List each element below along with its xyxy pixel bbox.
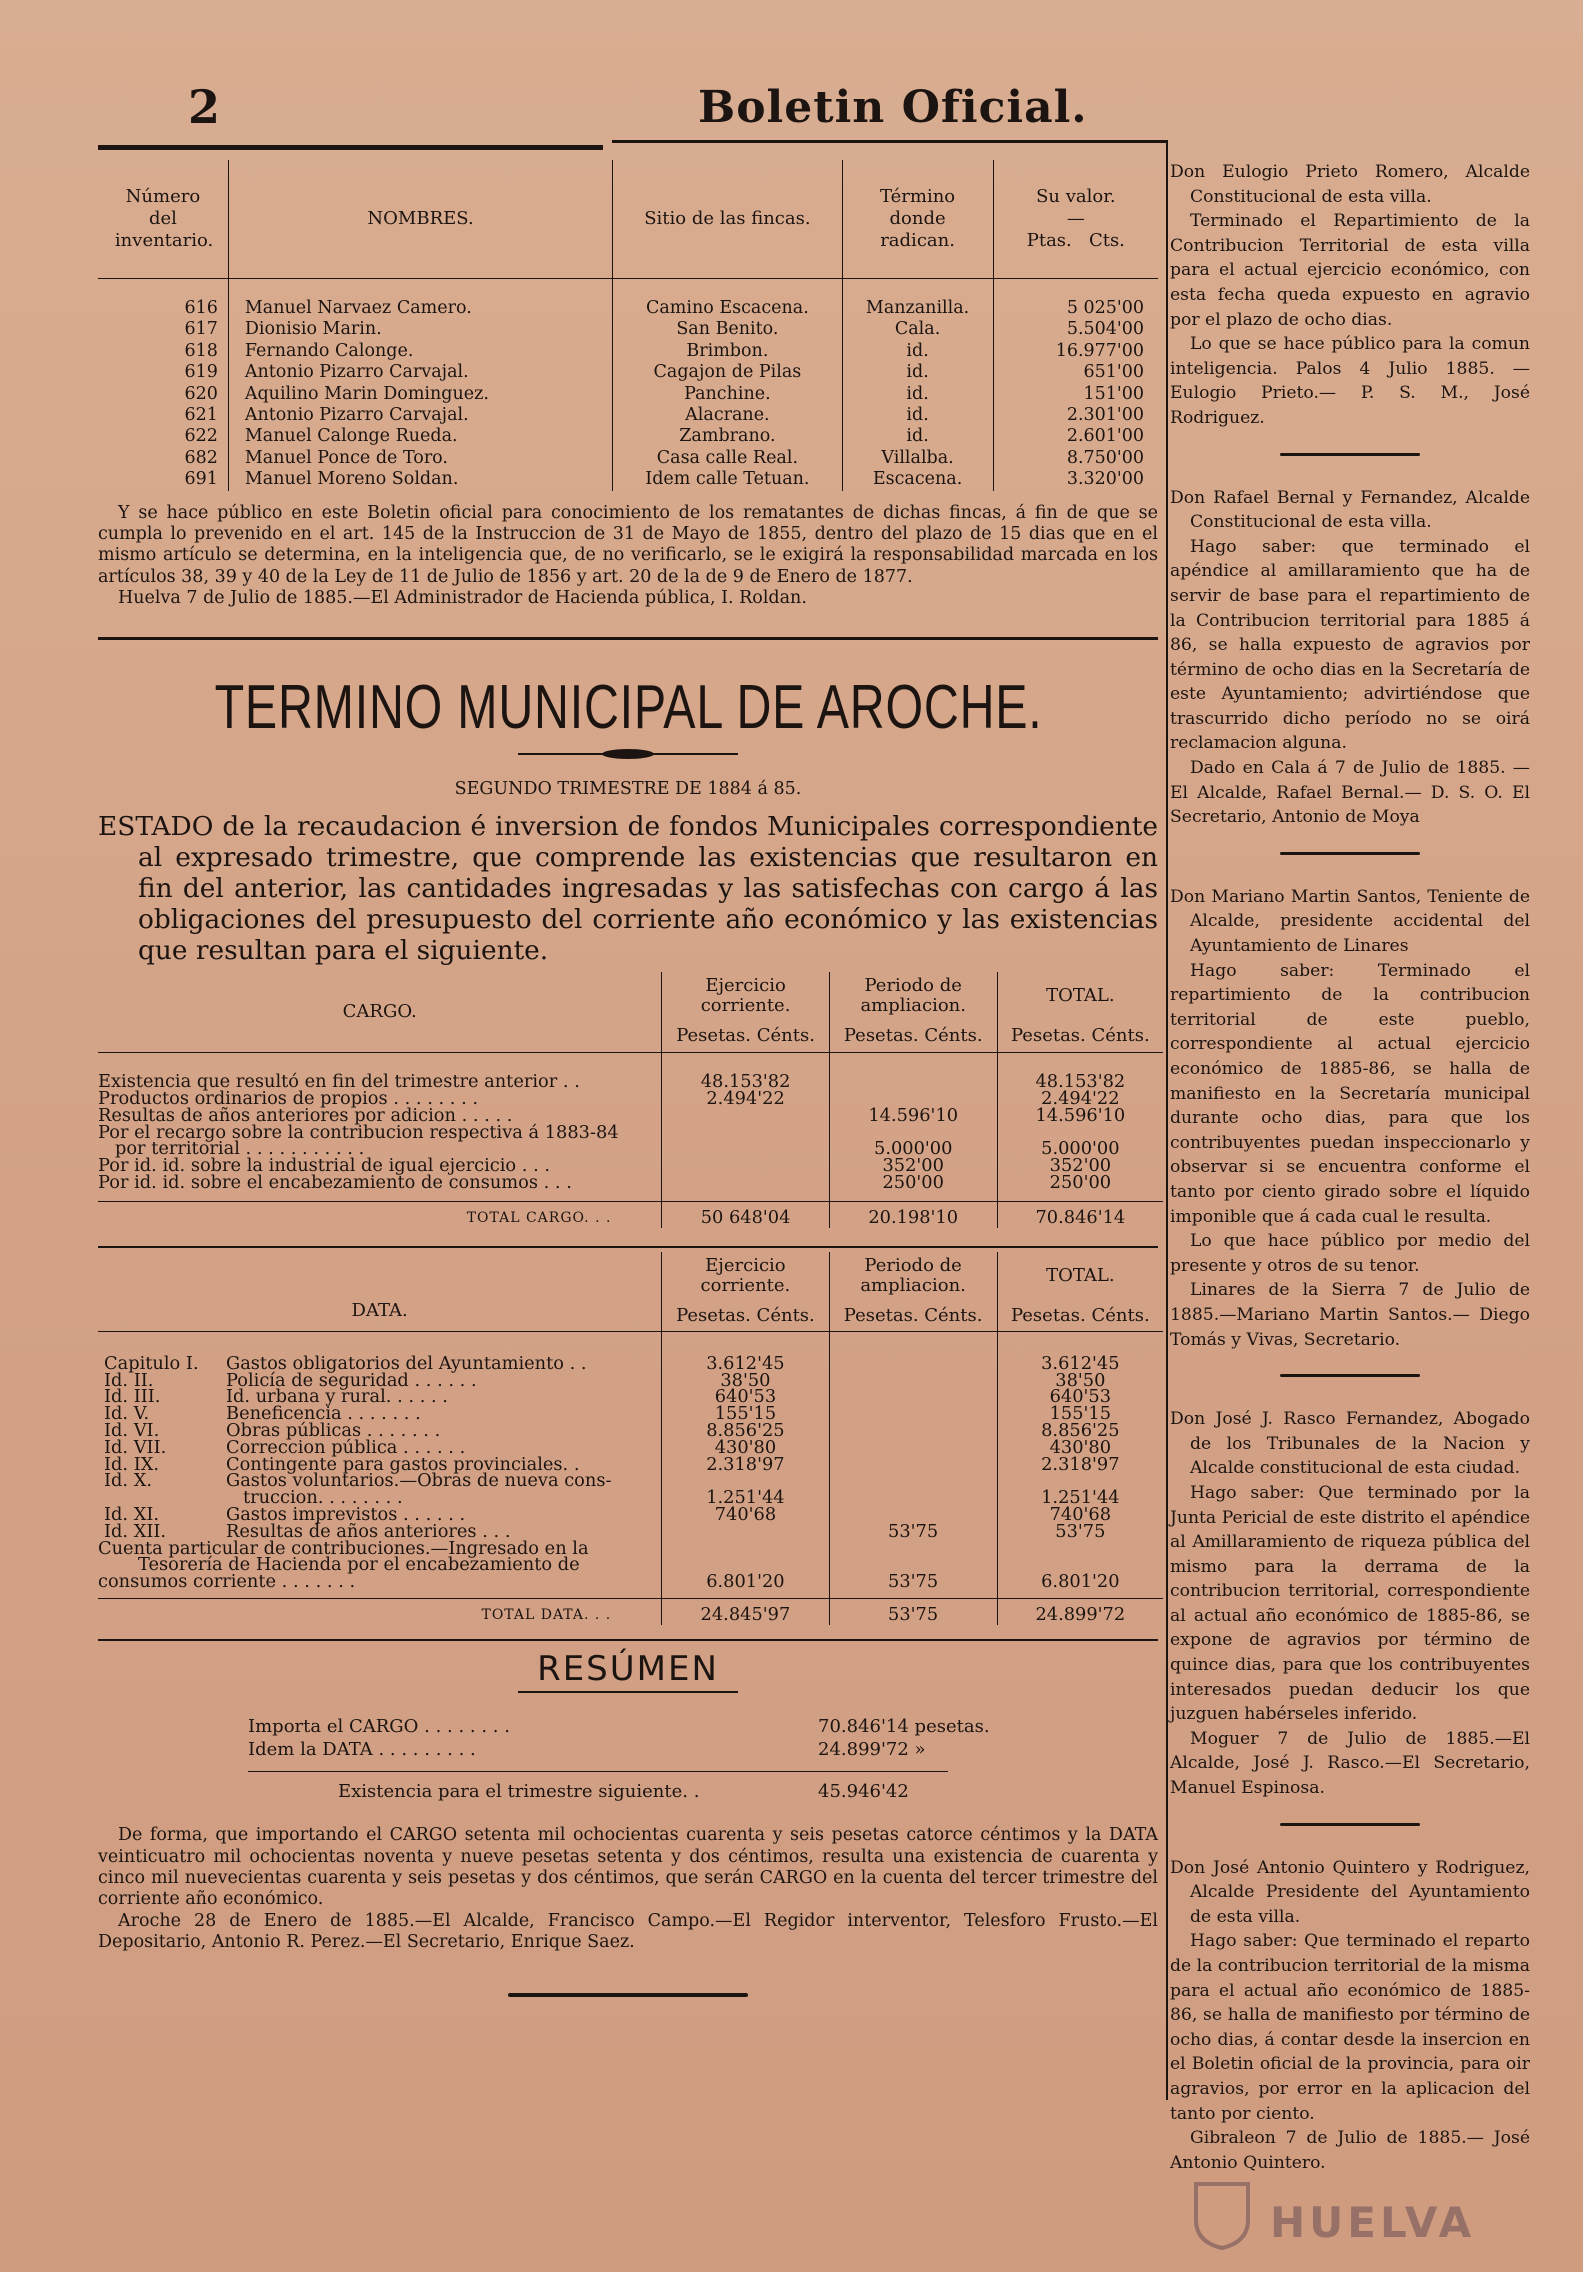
inv-valor: 151'00 (993, 384, 1158, 405)
cargo-desc: Existencia que resultó en fin del trimestre anterior . . (98, 1071, 580, 1093)
cargo-row (98, 1175, 1163, 1192)
notice-separator (1280, 1823, 1420, 1826)
data-units-1: Pesetas. Cénts. (662, 1300, 829, 1332)
col-valor-dash: — (1066, 207, 1085, 229)
cargo-pe: 5.000'00 (829, 1141, 997, 1158)
inventory-signature: Huelva 7 de Julio de 1885.—El Administrador de Hacienda pública, I. Roldan. (118, 587, 807, 608)
notice-block (1170, 1407, 1530, 1801)
inventory-row (98, 469, 1158, 490)
ptas-label: Ptas. (1026, 229, 1072, 251)
cargo-units-3: Pesetas. Cénts. (997, 1020, 1163, 1052)
inv-nombre: Fernando Calonge. (228, 341, 612, 362)
data-total-row (98, 1599, 1163, 1626)
inventory-row (98, 341, 1158, 362)
data-rule (98, 1246, 1158, 1248)
notice-separator (1280, 453, 1420, 456)
cargo-total-pe: 20.198'10 (829, 1202, 997, 1229)
inventory-row (98, 319, 1158, 340)
data-ej: 1.251'44 (662, 1490, 829, 1507)
inv-valor: 8.750'00 (993, 448, 1158, 469)
inv-sitio: Cagajon de Pilas (613, 362, 842, 383)
data-cap: Capitulo I. (104, 1352, 199, 1374)
shield-icon (1192, 2180, 1252, 2250)
data-col-total: TOTAL. (997, 1252, 1163, 1300)
cuenta-line-1: Cuenta particular de contribuciones.—Ingresado en la (98, 1537, 589, 1559)
inv-valor: 651'00 (993, 362, 1158, 383)
inv-termino: Villalba. (842, 448, 993, 469)
cargo-to: 14.596'10 (997, 1108, 1163, 1125)
cargo-total-label: TOTAL CARGO. . . (98, 1202, 662, 1229)
cargo-pe (829, 1074, 997, 1091)
data-desc: Beneficencia . . . . . . . (226, 1403, 421, 1425)
aroche-signature: Aroche 28 de Enero de 1885.—El Alcalde, Francisco Campo.—El Regidor interventor, Telesforo Frusto.—El Depositario, Antonio R. Perez.—El Secretario, Enrique Saez. (98, 1910, 1158, 1952)
col-termino-label: Término donde radican. (880, 185, 956, 251)
inv-sitio: Casa calle Real. (613, 448, 842, 469)
cuenta-line-2: Tesorería de Hacienda por el encabezamiento de (138, 1554, 580, 1576)
data-cap: Id. II. (104, 1369, 154, 1391)
cargo-ej (662, 1108, 829, 1125)
notice-block (1170, 160, 1530, 431)
aroche-title-wrap (98, 672, 1158, 743)
data-cap: Id. XI. (104, 1503, 160, 1525)
data-cap: Id. X. (104, 1470, 153, 1492)
inv-termino: id. (842, 426, 993, 447)
data-cap: Id. VII. (104, 1436, 167, 1458)
cuenta-ej: 6.801'20 (662, 1574, 829, 1591)
data-cap: Id. V. (104, 1403, 150, 1425)
data-ej: 3.612'45 (662, 1356, 829, 1373)
page-number: 2 (188, 80, 221, 134)
inv-num: 618 (184, 340, 218, 361)
inventory-row (98, 298, 1158, 319)
cargo-total-ej: 50 648'04 (662, 1202, 829, 1229)
archive-watermark (1192, 2180, 1492, 2260)
resumen-lines (98, 1715, 1158, 1803)
data-ej: 155'15 (662, 1406, 829, 1423)
data-desc: Id. urbana y rural. . . . . . (226, 1386, 448, 1408)
data-to: 1.251'44 (997, 1490, 1163, 1507)
data-label: DATA. (351, 1300, 408, 1322)
resumen-data (248, 1738, 1158, 1761)
inv-nombre: Antonio Pizarro Carvajal. (228, 405, 612, 426)
data-cap: Id. III. (104, 1386, 161, 1408)
resumen-box (98, 1649, 1158, 1803)
inv-num: 622 (184, 426, 218, 447)
cargo-body (98, 1052, 1163, 1202)
resumen-sum-rule (248, 1771, 948, 1772)
end-rule (508, 1993, 748, 1997)
inv-sitio: Camino Escacena. (613, 298, 842, 319)
col-valor-units (994, 230, 1158, 252)
cargo-desc: Por id. id. sobre el encabezamiento de consumos . . . (98, 1171, 572, 1193)
cargo-ej (662, 1158, 829, 1175)
inv-termino: Manzanilla. (842, 298, 993, 319)
cargo-units-1: Pesetas. Cénts. (662, 1020, 829, 1052)
data-pe (829, 1473, 997, 1490)
cargo-total-to: 70.846'14 (997, 1202, 1163, 1229)
inv-num: 617 (184, 319, 218, 340)
col-termino (842, 160, 993, 278)
notice-separator (1280, 852, 1420, 855)
inv-nombre: Dionisio Marin. (228, 319, 612, 340)
data-ej: 38'50 (662, 1373, 829, 1390)
notice-paragraph: Hago saber: Que terminado el reparto de la contribucion territorial de la misma para el actual año económico de 1885-86, se halla de manifiesto por término de ocho dias, á contar desde la insercion en el Boletin oficial de la provincia, para oir agravios, por error en la aplicacion del tanto por ciento. (1170, 1931, 1530, 2124)
publication-title: Boletin Oficial. (698, 82, 1088, 133)
notice-heading: Don José J. Rasco Fernandez, Abogado de los Tribunales de la Nacion y Alcalde constitucional de esta ciudad. (1170, 1409, 1530, 1479)
cargo-spacer (98, 1192, 1163, 1202)
resumen-data-value: 24.899'72 » (818, 1739, 926, 1761)
notice-paragraph: Linares de la Sierra 7 de Julio de 1885.—Mariano Martin Santos.— Diego Tomás y Vivas, Secretario. (1170, 1280, 1530, 1350)
data-pe (829, 1457, 997, 1474)
section-rule (98, 637, 1158, 640)
data-desc: Resultas de años anteriores . . . (226, 1520, 511, 1542)
aroche-closing: De forma, que importando el CARGO setenta mil ochocientas cuarenta y seis pesetas catorce céntimos y la DATA veinticuatro mil ochocientas noventa y nueve pesetas setenta y dos céntimos, resulta una existencia de cuarenta y cinco mil nuevecientas cuarenta y seis pesetas y dos céntimos, que serán CARGO en la cuenta del tercer trimestre del corriente año económico. (98, 1825, 1158, 1910)
data-total-to: 24.899'72 (997, 1599, 1163, 1626)
cuenta-to: 6.801'20 (997, 1574, 1163, 1591)
inv-valor: 5 025'00 (993, 298, 1158, 319)
inv-valor: 3.320'00 (993, 469, 1158, 490)
cargo-ej (662, 1175, 829, 1192)
data-desc: Gastos voluntarios.—Obras de nueva cons- (226, 1470, 612, 1492)
notice-block (1170, 885, 1530, 1352)
notice-paragraph: Gibraleon 7 de Julio de 1885.— José Antonio Quintero. (1170, 2128, 1530, 2173)
column-divider (1166, 140, 1168, 2100)
inv-num: 619 (184, 362, 218, 383)
inv-nombre: Manuel Calonge Rueda. (228, 426, 612, 447)
resumen-title: RESÚMEN (537, 1649, 719, 1690)
cargo-col-ejercicio (662, 972, 829, 1020)
data-units-2: Pesetas. Cénts. (829, 1300, 997, 1332)
notice-paragraph: Hago saber: Terminado el repartimiento de la contribucion territorial de este pueblo, correspondiente al actual ejercicio económico de 1885-86, se halla de manifiesto en la Secretaría municipal durante ocho dias, para que los contribuyentes puedan inspeccionarlo y observar si se encuentra conforme el tanto por ciento girado sobre el líquido imponible que á cada cual le resulta. (1170, 960, 1530, 1227)
inv-valor: 2.301'00 (993, 405, 1158, 426)
inventory-body (98, 278, 1158, 491)
cargo-col-periodo (829, 972, 997, 1020)
data-ej: 640'53 (662, 1389, 829, 1406)
cargo-table (98, 972, 1163, 1228)
data-units-3: Pesetas. Cénts. (997, 1300, 1163, 1332)
data-to: 8.856'25 (997, 1423, 1163, 1440)
data-pe (829, 1490, 997, 1507)
inv-termino: id. (842, 384, 993, 405)
data-table (98, 1252, 1163, 1626)
col-valor (993, 160, 1158, 278)
data-total-ej: 24.845'97 (662, 1599, 829, 1626)
watermark-text: HUELVA (1270, 2198, 1476, 2247)
inv-nombre: Aquilino Marin Dominguez. (228, 384, 612, 405)
inv-nombre: Manuel Moreno Soldan. (228, 469, 612, 490)
data-desc: Correccion pública . . . . . . (226, 1436, 466, 1458)
data-to: 430'80 (997, 1440, 1163, 1457)
cargo-desc: Resultas de años anteriores por adicion . . . . . (98, 1104, 513, 1126)
notice-block (1170, 1856, 1530, 2176)
inv-nombre: Manuel Ponce de Toro. (228, 448, 612, 469)
resumen-cargo-value: 70.846'14 pesetas. (818, 1716, 990, 1738)
cuenta-row-3 (98, 1574, 1163, 1591)
inv-valor: 2.601'00 (993, 426, 1158, 447)
col-valor-label: Su valor. (1036, 185, 1116, 207)
resumen-exist-value: 45.946'42 (818, 1781, 909, 1803)
cargo-to: 2.494'22 (997, 1091, 1163, 1108)
data-desc: Gastos imprevistos . . . . . . (226, 1503, 466, 1525)
header-rule-right (612, 140, 1168, 143)
data-total-pe: 53'75 (829, 1599, 997, 1626)
notice-heading: Don Rafael Bernal y Fernandez, Alcalde Constitucional de esta villa. (1170, 487, 1530, 533)
ornament-icon (518, 747, 738, 761)
notice-paragraph: Hago saber: Que terminado por la Junta Pericial de este distrito el apéndice al Amillaramiento de riqueza pública del mismo para la derrama de la contribucion territorial, correspondiente al actual año económico de 1885-86, se expone de agravios por término de quince dias, para que los contribuyentes interesados puedan deducir los que juzguen habérseles inferido. (1170, 1482, 1530, 1725)
resumen-exist (248, 1780, 1158, 1803)
inv-valor: 5.504'00 (993, 319, 1158, 340)
inv-sitio: Panchine. (613, 384, 842, 405)
resumen-cargo (248, 1715, 1158, 1738)
cargo-desc: Por id. id. sobre la industrial de igual ejercicio . . . (98, 1155, 551, 1177)
data-col-ejercicio (662, 1252, 829, 1300)
cargo-ej (662, 1125, 829, 1142)
inventory-row (98, 448, 1158, 469)
cargo-col-ejercicio-label: Ejercicio corriente. (700, 975, 791, 1017)
inv-termino: Cala. (842, 319, 993, 340)
inv-termino: Escacena. (842, 469, 993, 490)
cargo-pe: 352'00 (829, 1158, 997, 1175)
data-to: 2.318'97 (997, 1457, 1163, 1474)
estado-intro: ESTADO de la recaudacion é inversion de fondos Municipales correspondiente al expresado trimestre, que comprende las existencias que resultaron en fin del anterior, las cantidades ingresadas y las satisfechas con cargo á las obligaciones del presupuesto del corriente año económico y las existencias que resultan para el siguiente. (98, 811, 1158, 967)
data-pe (829, 1373, 997, 1390)
data-body (98, 1332, 1163, 1541)
data-to: 38'50 (997, 1373, 1163, 1390)
notice-paragraph: Moguer 7 de Julio de 1885.—El Alcalde, José J. Rasco.—El Secretario, Manuel Espinosa. (1170, 1728, 1530, 1799)
inv-nombre: Antonio Pizarro Carvajal. (228, 362, 612, 383)
notice-heading: Don Mariano Martin Santos, Teniente de Alcalde, presidente accidental del Ayuntamiento de Linares (1170, 886, 1530, 957)
resumen-cargo-label: Importa el CARGO . . . . . . . . (248, 1716, 510, 1738)
data-desc: truccion. . . . . . . . (226, 1487, 403, 1509)
data-col-periodo (829, 1252, 997, 1300)
inventory-table (98, 160, 1158, 491)
cargo-col-total: TOTAL. (997, 972, 1163, 1020)
cargo-total-row (98, 1202, 1163, 1229)
data-to: 53'75 (997, 1524, 1163, 1541)
resumen-data-label: Idem la DATA . . . . . . . . . (248, 1739, 476, 1761)
resumen-exist-label: Existencia para el trimestre siguiente. . (338, 1781, 700, 1803)
inv-nombre: Manuel Narvaez Camero. (228, 298, 612, 319)
notice-paragraph: Lo que hace público por medio del presente y otros de su tenor. (1170, 1231, 1530, 1276)
notice-paragraph: Hago saber: que terminado el apéndice al amillaramiento que ha de servir de base para el repartimiento de la Contribucion territorial para 1885 á 86, se halla expuesto de agravios por término de ocho dias en la Secretaría de este Ayuntamiento; advirtiéndose que trascurrido dicho período no se oirá reclamacion alguna. (1170, 536, 1530, 754)
inventory-row (98, 384, 1158, 405)
inventory-notice: Y se hace público en este Boletin oficial para conocimiento de los rematantes de dichas fincas, á fin de que se cumpla lo prevenido en el art. 145 de la Instruccion de 31 de Mayo de 1855, dentro del plazo de 15 dias que en el mismo artículo se determina, en la inteligencia que, de no verificarlo, se le exigirá la responsabilidad marcada en los artículos 38, 39 y 40 de la Ley de 11 de Julio de 1856 y art. 20 de la de 9 de Enero de 1877. (98, 502, 1158, 587)
inv-termino: id. (842, 341, 993, 362)
resumen-underline (518, 1691, 738, 1693)
notice-block (1170, 486, 1530, 830)
data-cap: Id. XII. (104, 1520, 167, 1542)
notice-heading: Don José Antonio Quintero y Rodriguez, Alcalde Presidente del Ayuntamiento de esta villa. (1170, 1857, 1530, 1927)
cargo-pe: 250'00 (829, 1175, 997, 1192)
inv-termino: id. (842, 362, 993, 383)
data-desc: Gastos obligatorios del Ayuntamiento . . (226, 1352, 587, 1374)
col-sitio: Sitio de las fincas. (613, 160, 842, 278)
data-col-ejercicio-label: Ejercicio corriente. (700, 1254, 791, 1296)
inventory-row (98, 426, 1158, 447)
data-pe (829, 1406, 997, 1423)
cargo-desc: Por el recargo sobre la contribucion respectiva á 1883-84 (98, 1121, 619, 1143)
cargo-to: 48.153'82 (997, 1074, 1163, 1091)
data-ej (662, 1524, 829, 1541)
inv-valor: 16.977'00 (993, 341, 1158, 362)
cargo-desc: por territorial . . . . . . . . . . . (98, 1138, 365, 1160)
aroche-title: TERMINO MUNICIPAL DE AROCHE. (214, 673, 1043, 743)
notice-paragraph: Dado en Cala á 7 de Julio de 1885. —El Alcalde, Rafael Bernal.— D. S. O. El Secretario, Antonio de Moya (1170, 758, 1530, 828)
cargo-col-periodo-label: Periodo de ampliacion. (860, 975, 966, 1017)
data-to: 155'15 (997, 1406, 1163, 1423)
inv-num: 682 (184, 447, 218, 468)
cts-label: Cts. (1088, 229, 1125, 251)
cargo-to: 352'00 (997, 1158, 1163, 1175)
cuenta-line-3: consumos corriente . . . . . . . (98, 1571, 356, 1593)
cargo-desc: Productos ordinarios de propios . . . . . . . . (98, 1087, 479, 1109)
data-pe (829, 1356, 997, 1373)
data-desc: Contingente para gastos provinciales. . (226, 1453, 580, 1475)
data-ej: 740'68 (662, 1507, 829, 1524)
col-nombres: NOMBRES. (228, 160, 612, 278)
right-column (1170, 160, 1530, 2175)
inv-num: 691 (184, 469, 218, 490)
notice-separator (1280, 1374, 1420, 1377)
left-column (98, 160, 1158, 1997)
cargo-ej: 48.153'82 (662, 1074, 829, 1091)
cargo-label: CARGO. (342, 1000, 417, 1022)
data-to: 640'53 (997, 1389, 1163, 1406)
cargo-to: 250'00 (997, 1175, 1163, 1192)
notice-heading: Don Eulogio Prieto Romero, Alcalde Constitucional de esta villa. (1170, 162, 1530, 207)
data-to: 740'68 (997, 1507, 1163, 1524)
inv-sitio: San Benito. (613, 319, 842, 340)
inv-num: 616 (184, 298, 218, 318)
notice-paragraph: Lo que se hace público para la comun inteligencia. Palos 4 Julio 1885. —Eulogio Prieto.— P. S. M., José Rodriguez. (1170, 334, 1530, 428)
inv-termino: id. (842, 405, 993, 426)
resumen-rule (98, 1639, 1158, 1641)
data-pe (829, 1423, 997, 1440)
aroche-subtitle: SEGUNDO TRIMESTRE DE 1884 á 85. (454, 779, 802, 800)
inv-sitio: Alacrane. (613, 405, 842, 426)
inv-sitio: Zambrano. (613, 426, 842, 447)
data-to: 3.612'45 (997, 1356, 1163, 1373)
data-cap: Id. IX. (104, 1453, 160, 1475)
data-pe (829, 1389, 997, 1406)
col-numero (98, 160, 228, 278)
inv-num: 620 (184, 383, 218, 404)
data-cap: Id. VI. (104, 1420, 160, 1441)
data-col-periodo-label: Periodo de ampliacion. (860, 1254, 966, 1296)
cargo-ej (662, 1141, 829, 1158)
data-ej: 2.318'97 (662, 1457, 829, 1474)
inv-num: 621 (184, 405, 218, 426)
header-rule-left (98, 145, 603, 150)
data-ej: 8.856'25 (662, 1423, 829, 1440)
inv-sitio: Brimbon. (613, 341, 842, 362)
data-pe: 53'75 (829, 1524, 997, 1541)
cargo-units-2: Pesetas. Cénts. (829, 1020, 997, 1052)
data-desc: Policía de seguridad . . . . . . (226, 1369, 477, 1391)
cargo-pe: 14.596'10 (829, 1108, 997, 1125)
data-desc: Obras públicas . . . . . . . (226, 1420, 441, 1441)
cargo-ej: 2.494'22 (662, 1091, 829, 1108)
cargo-to: 5.000'00 (997, 1141, 1163, 1158)
inv-sitio: Idem calle Tetuan. (613, 469, 842, 490)
cuenta-pe: 53'75 (829, 1574, 997, 1591)
inventory-row (98, 362, 1158, 383)
notice-paragraph: Terminado el Repartimiento de la Contribucion Territorial de esta villa para el actual ejercicio económico, con esta fecha queda expuesto en agravio por el plazo de ocho dias. (1170, 211, 1530, 330)
inventory-header (98, 160, 1158, 278)
data-ej: 430'80 (662, 1440, 829, 1457)
col-numero-label: Número del inventario. (114, 185, 214, 251)
data-total-label: TOTAL DATA. . . (98, 1599, 662, 1626)
data-pe (829, 1440, 997, 1457)
page-header (98, 80, 1168, 144)
inventory-row (98, 405, 1158, 426)
